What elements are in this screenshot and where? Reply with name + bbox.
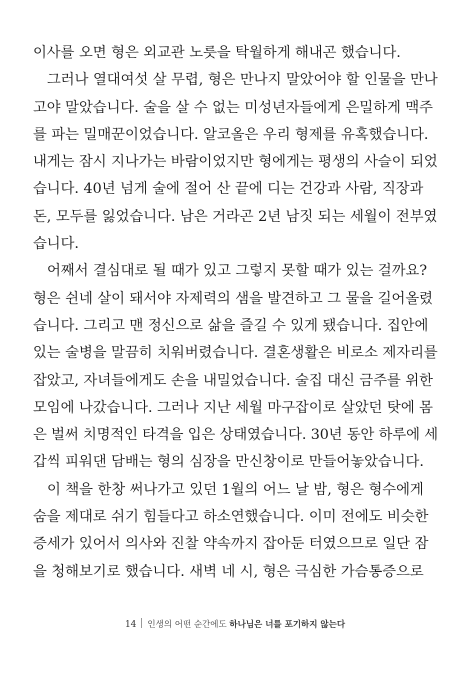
text-line: 고야 말았습니다. 술을 살 수 없는 미성년자들에게 은밀하게 맥주 xyxy=(33,99,433,116)
text-line: 있는 술병을 말끔히 치워버렸습니다. 결혼생활은 비로소 제자리를 xyxy=(33,345,438,362)
text-line: 를 파는 밀매꾼이었습니다. 알코올은 우리 형제를 유혹했습니다. xyxy=(33,126,429,143)
body-text xyxy=(33,40,438,586)
text-line: 숨을 제대로 쉬기 힘들다고 하소연했습니다. 이미 전에도 비슷한 xyxy=(33,509,429,526)
text-line: 돈, 모두를 잃었습니다. 남은 거라곤 2년 남짓 되는 세월이 전부였 xyxy=(33,208,438,225)
text-line: 습니다. 40년 넘게 술에 절어 산 끝에 디는 건강과 사람, 직장과 xyxy=(33,181,424,198)
footer-separator xyxy=(141,618,142,628)
text-line: 습니다. xyxy=(33,236,79,253)
text-line: 어째서 결심대로 될 때가 있고 그렇지 못할 때가 있는 걸까요? xyxy=(47,263,428,280)
text-line: 그러나 열대여섯 살 무렵, 형은 만나지 말았어야 할 인물을 만나 xyxy=(47,72,438,89)
book-title-part1: 인생의 어떤 순간에도 xyxy=(147,620,227,630)
text-line: 은 벌써 치명적인 타격을 입은 상태였습니다. 30년 동안 하루에 세 xyxy=(33,427,438,444)
text-line: 형은 쉰네 살이 돼서야 자제력의 샘을 발견하고 그 물을 길어올렸 xyxy=(33,290,433,307)
text-line: 내게는 잠시 지나가는 바람이었지만 형에게는 평생의 사슬이 되었 xyxy=(33,154,438,171)
text-line: 잡았고, 자녀들에게도 손을 내밀었습니다. 술집 대신 금주를 위한 xyxy=(33,372,433,389)
text-line: 모임에 나갔습니다. 그러나 지난 세월 마구잡이로 살았던 탓에 몸 xyxy=(33,399,433,416)
text-line: 을 청해보기로 했습니다. 새벽 네 시, 형은 극심한 가슴통증으로 xyxy=(33,563,424,580)
text-line: 갑씩 피워댄 담배는 형의 심장을 만신창이로 만들어놓았습니다. xyxy=(33,454,424,471)
page-footer xyxy=(0,618,470,630)
text-line: 이사를 오면 형은 외교관 노릇을 탁월하게 해내곤 했습니다. xyxy=(33,45,401,61)
book-title-part2: 하나님은 너를 포기하지 않는다 xyxy=(229,620,346,630)
page-number: 14 xyxy=(124,620,137,630)
text-line: 증세가 있어서 의사와 진찰 약속까지 잡아둔 터였으므로 일단 잠 xyxy=(33,536,429,553)
text-line: 습니다. 그리고 맨 정신으로 삶을 즐길 수 있게 됐습니다. 집안에 xyxy=(33,317,429,334)
text-line: 이 책을 한창 써나가고 있던 1월의 어느 날 밤, 형은 형수에게 xyxy=(47,481,424,498)
